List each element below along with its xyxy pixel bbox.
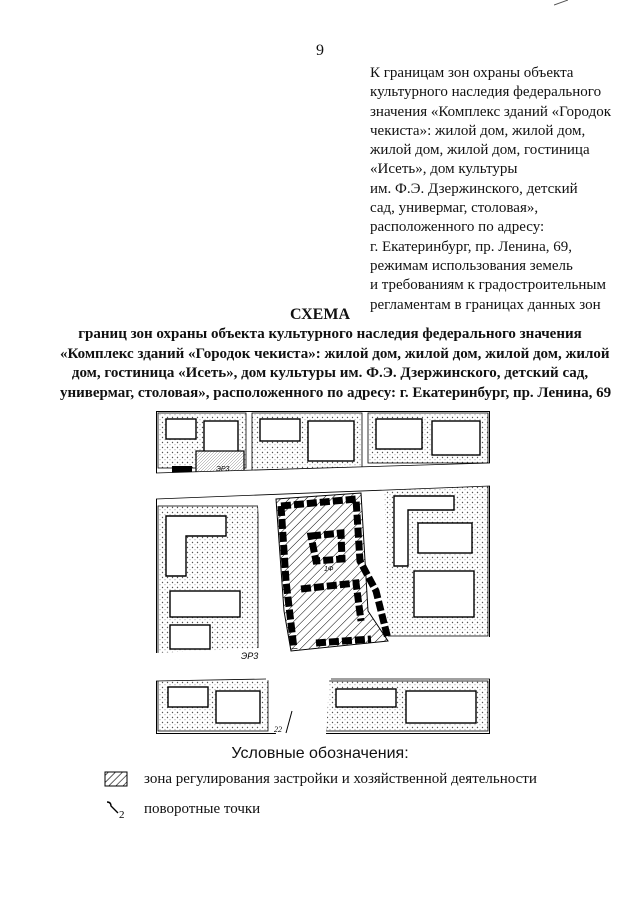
road-label: 1Ф	[324, 566, 334, 573]
annex-line: расположенного по адресу:	[370, 219, 545, 236]
page-number: 9	[316, 42, 324, 59]
annex-line: чекиста»: жилой дом, жилой дом,	[370, 122, 586, 139]
annex-line: сад, универмаг, столовая»,	[370, 200, 539, 217]
legend-text: зона регулирования застройки и хозяйственной деятельности	[144, 770, 537, 787]
hatched-square-icon	[104, 769, 130, 789]
annex-line: режимам использования земель	[370, 257, 573, 274]
subtitle-line: «Комплекс зданий «Городок чекиста»: жилой дом, жилой дом, жилой дом, жилой	[60, 345, 610, 362]
document-subtitle	[60, 325, 612, 403]
zone-map	[156, 411, 490, 734]
legend-item-points	[104, 799, 260, 819]
svg-text:2: 2	[119, 809, 125, 819]
annex-line: значения «Комплекс зданий «Городок	[370, 103, 611, 120]
annex-line: «Исеть», дом культуры	[370, 161, 518, 178]
turning-point-icon	[104, 799, 130, 819]
legend-title: Условные обозначения:	[231, 745, 409, 762]
annex-line: культурного наследия федерального	[370, 84, 602, 101]
road-label: ЭР3	[241, 651, 259, 661]
corner-mark-icon	[554, 0, 568, 6]
road-label: ЭР3	[216, 466, 230, 473]
annex-line: и требованиям к градостроительным	[370, 277, 606, 294]
annex-caption	[370, 64, 632, 315]
annex-line: им. Ф.Э. Дзержинского, детский	[370, 180, 578, 197]
subtitle-line: универмаг, столовая», расположенного по адресу: г. Екатеринбург, пр. Ленина, 69	[60, 384, 612, 401]
annex-line: жилой дом, жилой дом, гостиница	[370, 142, 590, 159]
document-title: СХЕМА	[289, 306, 351, 323]
subtitle-line: границ зон охраны объекта культурного наследия федерального значения	[78, 326, 582, 342]
legend-text: поворотные точки	[144, 800, 261, 817]
annex-line: К границам зон охраны объекта	[370, 65, 574, 81]
subtitle-line: дом, гостиница «Исеть», дом культуры им. Ф.Э. Дзержинского, детский сад,	[71, 365, 589, 381]
annex-line: регламентам в границах данных зон	[370, 296, 601, 313]
turning-point-label: 22	[274, 725, 282, 734]
annex-line: г. Екатеринбург, пр. Ленина, 69,	[370, 238, 572, 255]
legend-item-zone	[104, 769, 537, 789]
